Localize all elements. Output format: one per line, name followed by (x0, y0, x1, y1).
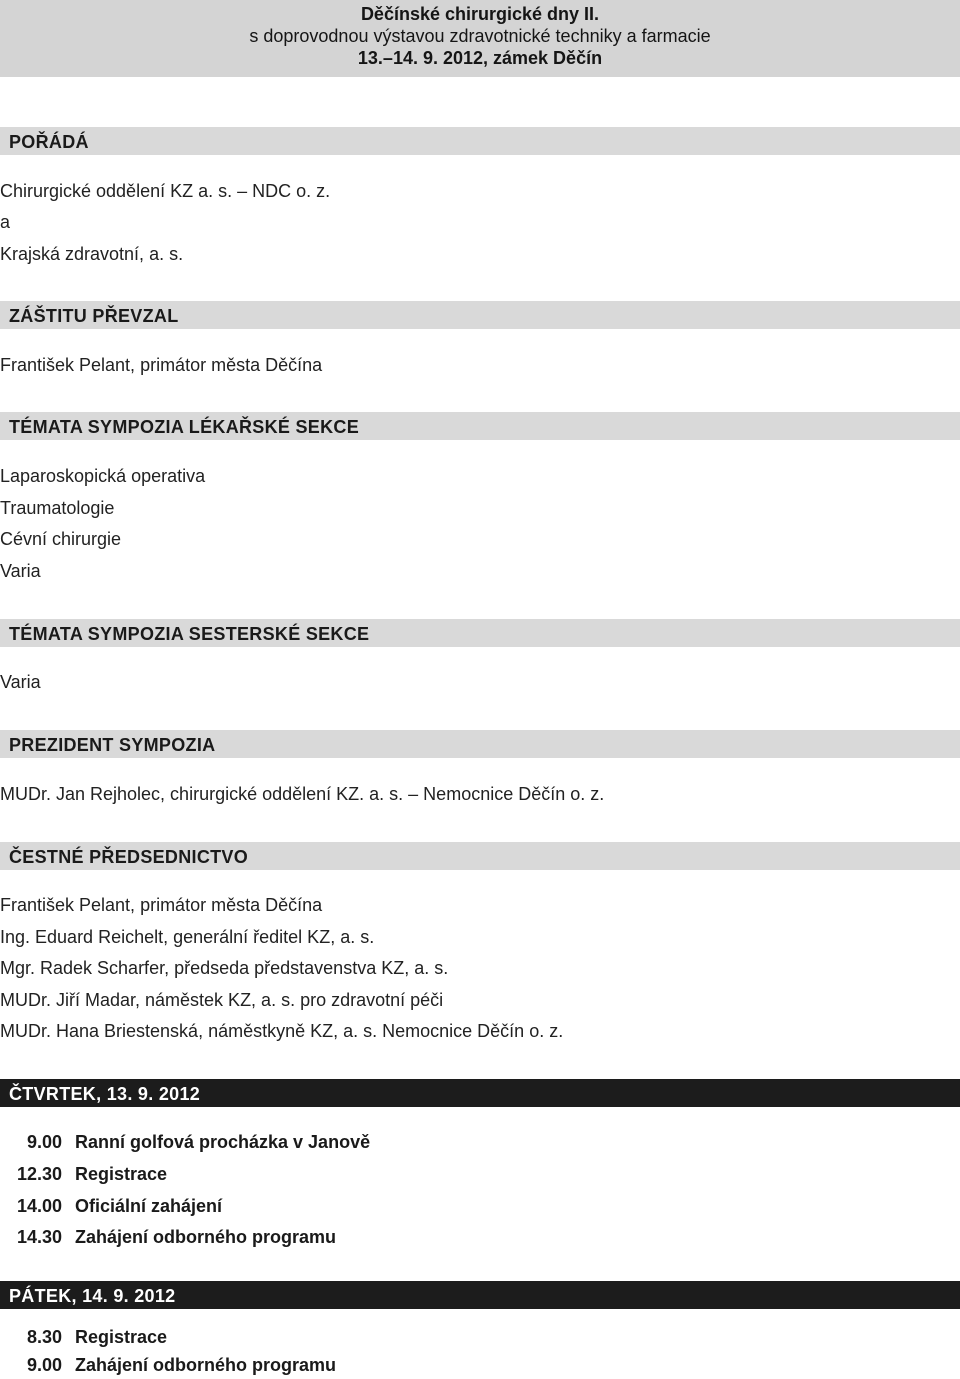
honorary-member: František Pelant, primátor města Děčína (0, 895, 323, 915)
organizer-line: a (0, 212, 11, 232)
honorary-member: MUDr. Jiří Madar, náměstek KZ, a. s. pro zdravotní péči (0, 990, 444, 1010)
program-event: Registrace (75, 1164, 168, 1184)
medical-topic: Laparoskopická operativa (0, 466, 206, 486)
program-item (0, 1226, 336, 1248)
section-honorary-title: ČESTNÉ PŘEDSEDNICTVO (0, 842, 960, 870)
program-time: 8.30 (26, 1327, 62, 1347)
medical-topic: Traumatologie (0, 498, 115, 518)
program-event: Ranní golfová procházka v Janově (75, 1132, 371, 1152)
medical-topic: Varia (0, 561, 41, 581)
section-organizer-title: POŘÁDÁ (0, 127, 960, 155)
program-item (0, 1354, 336, 1376)
section-president-title: PREZIDENT SYMPOZIA (0, 730, 960, 758)
program-time: 14.30 (16, 1227, 62, 1247)
program-time: 14.00 (16, 1196, 62, 1216)
honorary-member: Ing. Eduard Reichelt, generální ředitel KZ, a. s. (0, 927, 375, 947)
event-subtitle: s doprovodnou výstavou zdravotnické techniky a farmacie (249, 26, 711, 46)
program-time: 12.30 (16, 1164, 62, 1184)
section-nursing-topics-title: TÉMATA SYMPOZIA SESTERSKÉ SEKCE (0, 619, 960, 647)
program-item (0, 1163, 167, 1185)
honorary-member: MUDr. Hana Briestenská, náměstkyně KZ, a. s. Nemocnice Děčín o. z. (0, 1021, 564, 1041)
program-event: Zahájení odborného programu (75, 1355, 337, 1375)
medical-topic: Cévní chirurgie (0, 529, 122, 549)
event-title: Děčínské chirurgické dny II. (360, 4, 600, 24)
program-time: 9.00 (26, 1355, 62, 1375)
section-patronage-title: ZÁŠTITU PŘEVZAL (0, 301, 960, 329)
program-item (0, 1195, 222, 1217)
organizer-line: Chirurgické oddělení KZ a. s. – NDC o. z. (0, 181, 331, 201)
program-event: Registrace (75, 1327, 168, 1347)
president-line: MUDr. Jan Rejholec, chirurgické oddělení KZ. a. s. – Nemocnice Děčín o. z. (0, 784, 605, 804)
event-date: 13.–14. 9. 2012, zámek Děčín (357, 48, 603, 68)
section-medical-topics-title: TÉMATA SYMPOZIA LÉKAŘSKÉ SEKCE (0, 412, 960, 440)
organizer-line: Krajská zdravotní, a. s. (0, 244, 184, 264)
program-item (0, 1131, 370, 1153)
patronage-line: František Pelant, primátor města Děčína (0, 355, 323, 375)
nursing-topic: Varia (0, 672, 41, 692)
header-box (0, 0, 960, 77)
program-item (0, 1326, 167, 1348)
program-event: Oficiální zahájení (75, 1196, 223, 1216)
program-time: 9.00 (26, 1132, 62, 1152)
day-thursday-title: ČTVRTEK, 13. 9. 2012 (0, 1079, 960, 1107)
honorary-member: Mgr. Radek Scharfer, předseda představenstva KZ, a. s. (0, 958, 449, 978)
day-friday-title: PÁTEK, 14. 9. 2012 (0, 1281, 960, 1309)
program-event: Zahájení odborného programu (75, 1227, 337, 1247)
